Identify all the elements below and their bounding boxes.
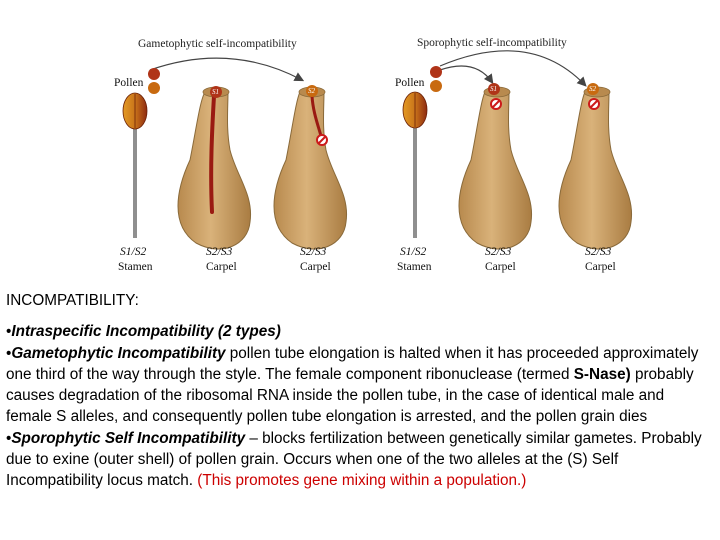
block-icon	[589, 99, 599, 109]
gene-mixing-note: (This promotes gene mixing within a population.)	[197, 472, 527, 490]
svg-text:S2: S2	[589, 85, 596, 93]
carpel-3-alleles: S2/S3	[485, 246, 512, 258]
stamen-2-label: Stamen	[397, 261, 432, 273]
block-icon	[317, 135, 327, 145]
pollen-grain-red-2	[430, 66, 442, 78]
svg-text:S2: S2	[308, 87, 315, 95]
gametophytic-header: Gametophytic self-incompatibility	[138, 38, 297, 50]
pollen-label: Pollen	[114, 77, 144, 89]
intraspecific-title: Intraspecific Incompatibility (2 types)	[11, 323, 281, 341]
stamen-1-label: Stamen	[118, 261, 153, 273]
sporophytic-header: Sporophytic self-incompatibility	[417, 37, 567, 49]
stamen-2-alleles: S1/S2	[400, 246, 427, 258]
bullet-sporophytic: •Sporophytic Self Incompatibility – blocks fertilization between genetically similar gametes. Probably due to exine (outer shell) of pollen grain. Occurs when one of the two alleles at the (S) Self Incompatibility locus match. (This promotes gene mixing within a population.)	[6, 429, 702, 490]
pollen-label-sporophytic: Pollen	[395, 77, 425, 89]
carpel-2-label: Carpel	[300, 261, 331, 273]
carpel-3-label: Carpel	[485, 261, 516, 273]
bullet-gametophytic: •Gametophytic Incompatibility pollen tube elongation is halted when it has proceeded approximately one third of the way through the style. The female component ribonuclease (termed S-Nase) probably causes degradation of the ribosomal RNA inside the pollen tube, in the case of identical male and female S alleles, and consequently pollen tube elongation is arrested, and the pollen grain dies	[6, 344, 699, 426]
stamen-1-alleles: S1/S2	[120, 246, 147, 258]
gametophytic-title: Gametophytic Incompatibility	[11, 344, 226, 362]
carpel-2-alleles: S2/S3	[300, 246, 327, 258]
section-heading: INCOMPATIBILITY:	[6, 292, 139, 309]
pollen-grain-orange	[148, 82, 160, 94]
pollen-grain-orange-2	[430, 80, 442, 92]
sporophytic-title: Sporophytic Self Incompatibility	[11, 429, 246, 447]
carpel-4-alleles: S2/S3	[585, 246, 612, 258]
pollen-grain-red	[148, 68, 160, 80]
body-text	[6, 290, 714, 492]
carpel-4-label: Carpel	[585, 261, 616, 273]
carpel-1-label: Carpel	[206, 261, 237, 273]
carpel-1-alleles: S2/S3	[206, 246, 233, 258]
svg-text:S1: S1	[490, 85, 497, 93]
bullet-intraspecific: •Intraspecific Incompatibility (2 types)	[6, 323, 281, 341]
s-nase-term: S-Nase)	[573, 365, 631, 383]
block-icon	[491, 99, 501, 109]
svg-text:S1: S1	[212, 88, 219, 96]
diagram-background	[90, 22, 655, 288]
